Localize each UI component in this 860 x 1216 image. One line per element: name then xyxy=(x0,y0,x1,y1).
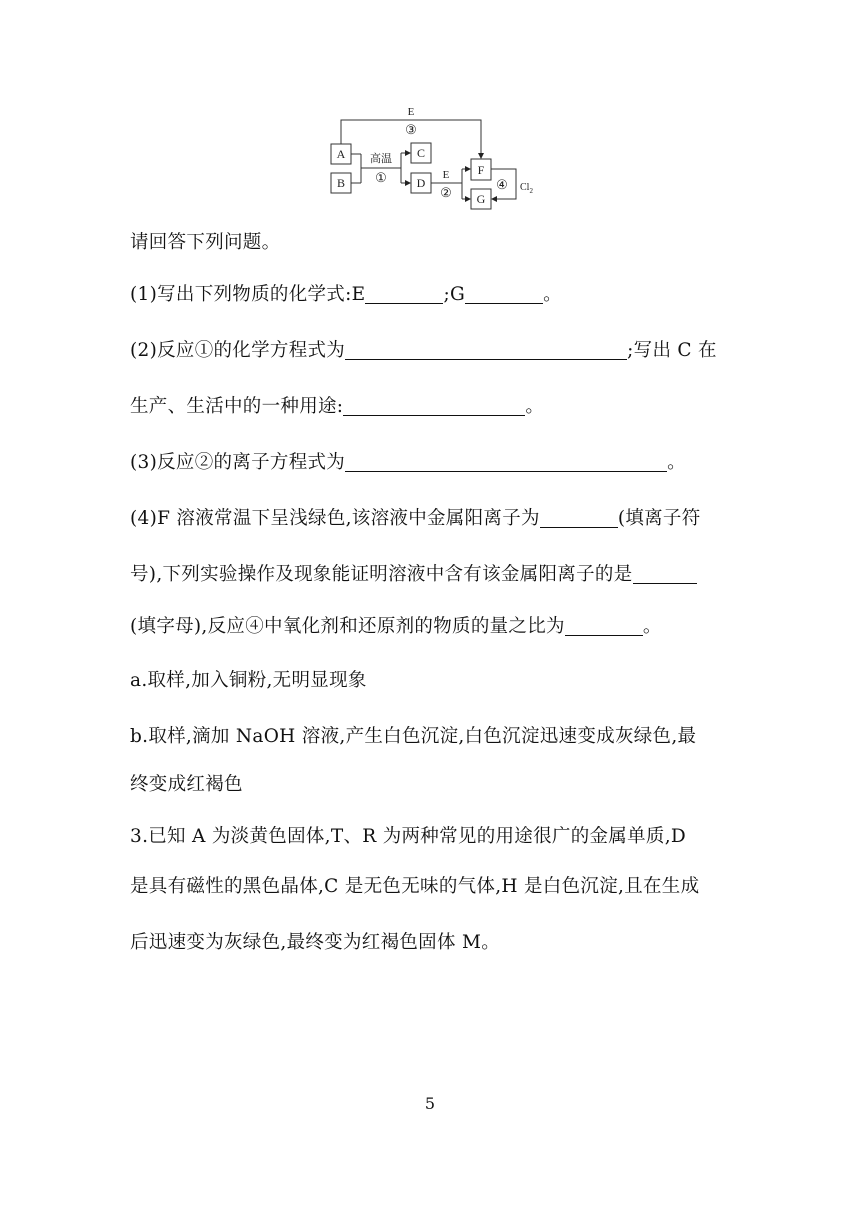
text-line xyxy=(130,666,367,692)
label-c: C xyxy=(416,146,426,160)
answer-blank[interactable] xyxy=(345,453,667,472)
text-segment: 号),下列实验操作及现象能证明溶液中含有该金属阳离子的是 xyxy=(130,564,633,585)
text-line xyxy=(130,872,699,898)
text-segment: 是具有磁性的黑色晶体,C 是无色无味的气体,H 是白色沉淀,且在生成 xyxy=(130,876,700,897)
label-g: G xyxy=(476,192,486,206)
text-segment: 。 xyxy=(667,452,686,473)
text-segment: (4)F 溶液常温下呈浅绿色,该溶液中金属阳离子为 xyxy=(130,508,540,529)
text-segment: 。 xyxy=(525,396,545,417)
text-segment: a.取样,加入铜粉,无明显现象 xyxy=(130,670,367,691)
text-line xyxy=(130,448,686,474)
text-line xyxy=(130,392,544,418)
answer-blank[interactable] xyxy=(343,397,525,416)
answer-blank[interactable] xyxy=(465,285,543,304)
text-line xyxy=(130,928,500,954)
label-cl: $Cl_2$ xyxy=(520,182,533,195)
text-line xyxy=(130,336,717,362)
text-line xyxy=(130,822,686,848)
text-segment: b.取样,滴加 NaOH 溶液,产生白色沉淀,白色沉淀迅速变成灰绿色,最 xyxy=(130,726,697,747)
text-segment: ;写出 C 在 xyxy=(627,340,717,361)
text-line xyxy=(130,504,701,530)
label-top-reagent: E xyxy=(407,106,415,118)
answer-blank[interactable] xyxy=(633,565,697,584)
answer-blank[interactable] xyxy=(565,617,643,636)
label-a: A xyxy=(336,147,346,161)
text-segment: 终变成红褐色 xyxy=(130,774,243,795)
label-b: B xyxy=(336,176,346,190)
text-segment: (1)写出下列物质的化学式:E xyxy=(130,284,366,305)
text-segment: 后迅速变为灰绿色,最终变为红褐色固体 M。 xyxy=(130,932,501,953)
label-step1: ① xyxy=(375,170,387,185)
text-segment: 3.已知 A 为淡黄色固体,T、R 为两种常见的用途很广的金属单质,D xyxy=(130,826,687,847)
text-line xyxy=(130,722,696,748)
reaction-flow-diagram xyxy=(326,98,536,214)
text-segment: 请回答下列问题。 xyxy=(130,232,281,253)
text-segment: (2)反应①的化学方程式为 xyxy=(130,340,346,361)
text-segment: ;G xyxy=(443,284,466,305)
text-segment: 。 xyxy=(642,616,662,637)
answer-blank[interactable] xyxy=(365,285,443,304)
answer-blank[interactable] xyxy=(540,509,618,528)
label-step4: ④ xyxy=(496,177,508,192)
text-line xyxy=(130,770,243,796)
label-step2: ② xyxy=(440,185,452,200)
label-d: D xyxy=(416,176,426,190)
label-gaowen: 高温 xyxy=(370,153,392,165)
page-number: 5 xyxy=(424,1094,436,1113)
text-segment: 。 xyxy=(543,284,562,305)
text-segment: (填字母),反应④中氧化剂和还原剂的物质的量之比为 xyxy=(130,616,565,637)
text-segment: (3)反应②的离子方程式为 xyxy=(130,452,346,473)
label-f: F xyxy=(477,163,485,177)
answer-blank[interactable] xyxy=(345,341,627,360)
text-segment: (填离子符 xyxy=(617,508,701,529)
text-line xyxy=(130,612,662,638)
text-line xyxy=(130,280,562,306)
text-segment: 生产、生活中的一种用途: xyxy=(130,396,344,417)
label-step3: ③ xyxy=(405,122,417,137)
label-mid-reagent: E xyxy=(442,169,450,181)
text-line xyxy=(130,228,280,254)
text-line xyxy=(130,560,697,586)
